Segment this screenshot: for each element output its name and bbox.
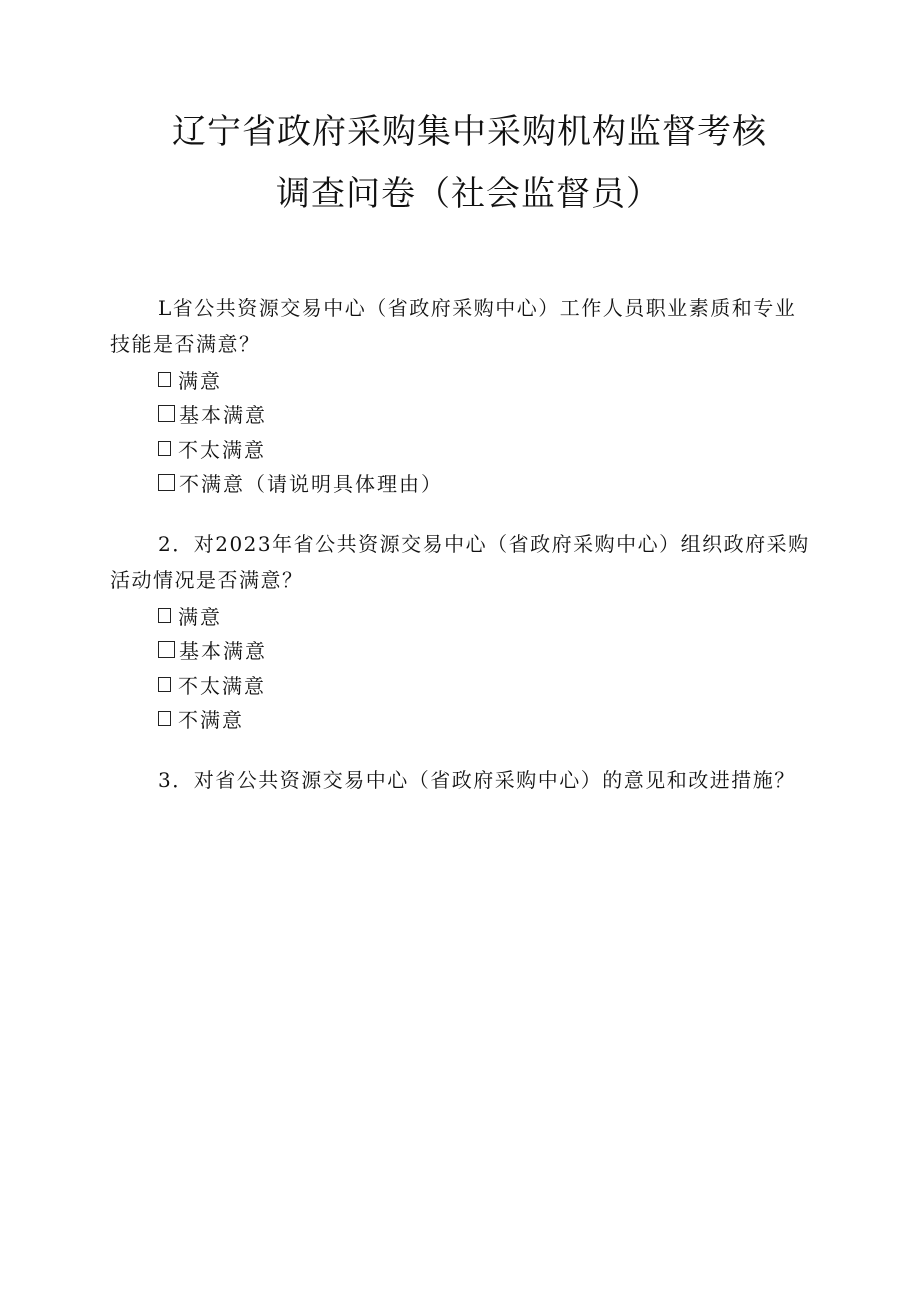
title-line-1: 辽宁省政府采购集中采购机构监督考核 bbox=[172, 112, 767, 152]
question-3 bbox=[110, 762, 810, 798]
option-label: 基本满意 bbox=[179, 403, 267, 428]
option-label: 满意 bbox=[178, 604, 222, 629]
option-label: 不满意（请说明具体理由） bbox=[179, 472, 443, 497]
checkbox-icon[interactable] bbox=[158, 677, 171, 692]
option-label: 不满意 bbox=[178, 708, 244, 733]
option-label: 不太满意 bbox=[178, 673, 266, 698]
option-label: 不太满意 bbox=[178, 437, 266, 462]
option-label: 基本满意 bbox=[179, 639, 267, 664]
question-2-text: 2．对2023年省公共资源交易中心（省政府采购中心）组织政府采购活动情况是否满意？ bbox=[110, 532, 810, 592]
q1-option-basically-satisfied[interactable] bbox=[110, 397, 810, 432]
q2-option-not-very-satisfied[interactable] bbox=[110, 667, 810, 702]
q1-option-not-very-satisfied[interactable] bbox=[110, 431, 810, 466]
checkbox-icon[interactable] bbox=[158, 405, 175, 422]
q2-option-basically-satisfied[interactable] bbox=[110, 633, 810, 668]
checkbox-icon[interactable] bbox=[158, 441, 171, 456]
checkbox-icon[interactable] bbox=[158, 641, 175, 658]
question-2 bbox=[110, 526, 810, 736]
document-title bbox=[0, 108, 920, 218]
checkbox-icon[interactable] bbox=[158, 608, 171, 623]
checkbox-icon[interactable] bbox=[158, 474, 175, 491]
checkbox-icon[interactable] bbox=[158, 711, 171, 726]
question-1 bbox=[110, 290, 810, 500]
checkbox-icon[interactable] bbox=[158, 372, 171, 387]
option-label: 满意 bbox=[178, 368, 222, 393]
q1-option-dissatisfied[interactable] bbox=[110, 466, 810, 501]
q2-option-satisfied[interactable] bbox=[110, 598, 810, 633]
question-1-text: L省公共资源交易中心（省政府采购中心）工作人员职业素质和专业技能是否满意？ bbox=[110, 296, 797, 356]
question-3-text: 3．对省公共资源交易中心（省政府采购中心）的意见和改进措施？ bbox=[158, 768, 796, 792]
questionnaire bbox=[110, 290, 810, 824]
q1-option-satisfied[interactable] bbox=[110, 362, 810, 397]
q2-option-dissatisfied[interactable] bbox=[110, 702, 810, 737]
title-line-2: 调查问卷（社会监督员） bbox=[276, 174, 661, 214]
